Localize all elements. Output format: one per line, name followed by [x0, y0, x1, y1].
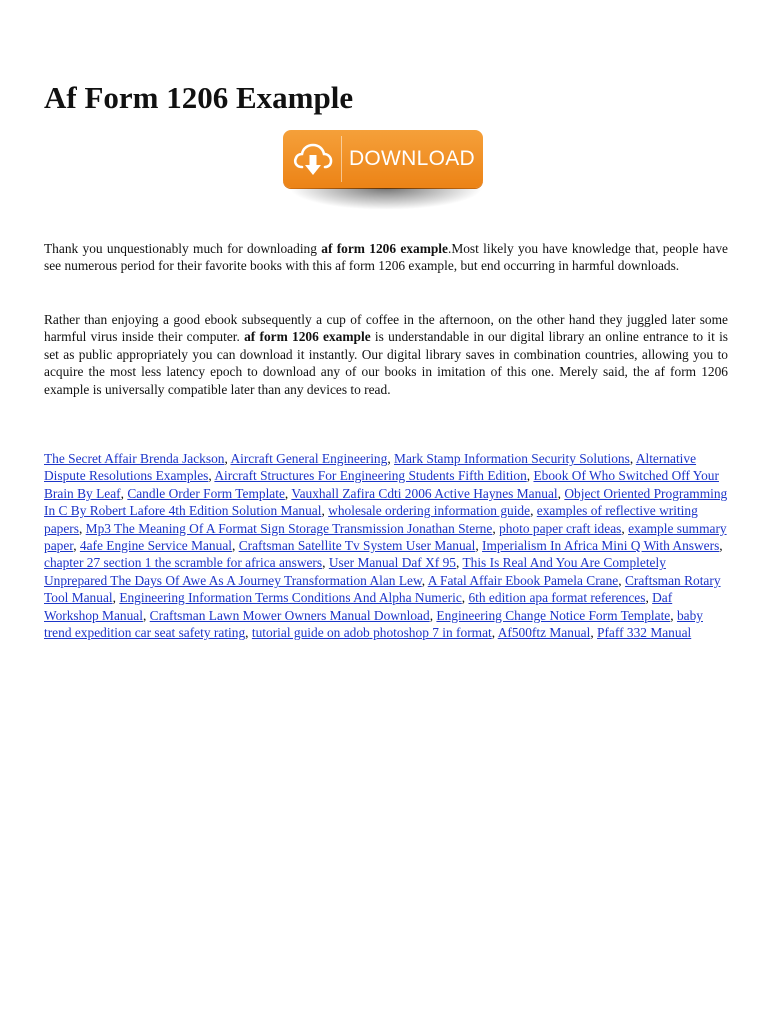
related-link[interactable]: Pfaff 332 Manual: [597, 625, 692, 641]
link-separator: ,: [492, 520, 500, 536]
related-link[interactable]: Engineering Information Terms Conditions And Alpha Numeric: [119, 590, 462, 606]
cloud-download-icon: [291, 137, 335, 181]
link-separator: ,: [120, 485, 128, 501]
link-separator: ,: [491, 625, 498, 641]
download-banner: [283, 130, 489, 220]
related-link[interactable]: Craftsman Rotary Tool Manual: [44, 572, 721, 606]
related-link[interactable]: Aircraft General Engineering: [230, 451, 388, 466]
related-link[interactable]: example summary paper: [44, 520, 727, 554]
link-separator: ,: [78, 520, 86, 536]
related-link[interactable]: Engineering Change Notice Form Template: [436, 607, 671, 623]
related-link[interactable]: Af500ftz Manual: [497, 625, 591, 641]
related-link[interactable]: Craftsman Lawn Mower Owners Manual Download: [149, 607, 430, 623]
related-link[interactable]: Mark Stamp Information Security Solutions: [394, 451, 630, 466]
related-link[interactable]: Alternative Dispute Resolutions Examples: [44, 451, 697, 484]
paragraph-text: .Most likely you have knowledge that, people have see numerous period for their favorite books with this af form 1206 example, but end occurring in harmful downloads.: [44, 241, 728, 274]
link-separator: ,: [321, 503, 329, 519]
link-separator: ,: [475, 538, 483, 554]
related-link[interactable]: Object Oriented Programming In C By Robert Lafore 4th Edition Solution Manual: [44, 485, 728, 519]
bold-keyword: af form 1206 example: [244, 329, 371, 345]
link-separator: ,: [590, 625, 598, 641]
related-link[interactable]: tutorial guide on adob photoshop 7 in format: [251, 625, 492, 641]
link-separator: ,: [208, 468, 215, 484]
related-link[interactable]: 6th edition apa format references: [468, 590, 646, 606]
paragraph-text: Rather than enjoying a good ebook subsequently a cup of coffee in the afternoon, on the other hand they juggled later some harmful virus inside their computer.: [44, 312, 728, 345]
paragraph-text: Thank you unquestionably much for downloading: [44, 241, 322, 256]
link-separator: ,: [670, 607, 677, 623]
link-separator: ,: [618, 572, 625, 588]
link-separator: ,: [421, 572, 428, 588]
link-separator: ,: [645, 590, 653, 606]
link-separator: ,: [231, 538, 239, 554]
related-link[interactable]: This Is Real And You Are Completely Unprepared The Days Of Awe As A Journey Transformation Alan Lew: [44, 555, 666, 588]
related-link[interactable]: photo paper craft ideas: [499, 520, 622, 536]
download-button[interactable]: [283, 130, 483, 188]
intro-paragraph: [44, 240, 728, 275]
link-separator: ,: [284, 485, 292, 501]
related-links: [44, 450, 728, 641]
related-link[interactable]: 4afe Engine Service Manual: [79, 538, 232, 554]
link-separator: ,: [621, 520, 629, 536]
link-separator: ,: [557, 485, 565, 501]
link-separator: ,: [461, 590, 469, 606]
link-separator: ,: [142, 607, 150, 623]
related-link[interactable]: chapter 27 section 1 the scramble for africa answers: [44, 555, 323, 571]
related-link[interactable]: Mp3 The Meaning Of A Format Sign Storage Transmission Jonathan Sterne: [85, 520, 493, 536]
related-link[interactable]: examples of reflective writing papers: [44, 503, 698, 536]
button-divider: [341, 136, 342, 182]
related-link[interactable]: Ebook Of Who Switched Off Your Brain By Leaf: [44, 468, 719, 501]
link-separator: ,: [526, 468, 534, 484]
link-separator: ,: [245, 625, 252, 641]
link-separator: ,: [224, 451, 231, 466]
link-separator: ,: [322, 555, 329, 571]
page-title: Af Form 1206 Example: [44, 80, 354, 115]
related-link[interactable]: Imperialism In Africa Mini Q With Answers: [482, 538, 720, 554]
related-link[interactable]: A Fatal Affair Ebook Pamela Crane: [427, 572, 619, 588]
related-link[interactable]: baby trend expedition car seat safety rating: [44, 607, 703, 641]
link-separator: ,: [112, 590, 120, 606]
link-separator: ,: [455, 555, 463, 571]
related-link[interactable]: wholesale ordering information guide: [328, 503, 531, 519]
button-shadow: [289, 188, 483, 210]
related-link[interactable]: Vauxhall Zafira Cdti 2006 Active Haynes Manual: [291, 485, 558, 501]
paragraph-text: is understandable in our digital library an online entrance to it is set as public appropriately you can download it instantly. Our digital library saves in combination countries, allowing you to acquire the most less latency epoch to download any of our books in imitation of this one. Merely said, the af form 1206 example is universally compatible later than any devices to read.: [44, 329, 728, 397]
bold-keyword: af form 1206 example: [321, 241, 448, 256]
related-link[interactable]: Candle Order Form Template: [127, 485, 285, 501]
link-separator: ,: [719, 538, 723, 554]
related-link[interactable]: Craftsman Satellite Tv System User Manual: [238, 538, 476, 554]
related-link[interactable]: Daf Workshop Manual: [44, 590, 673, 623]
link-separator: ,: [387, 451, 395, 466]
related-link[interactable]: User Manual Daf Xf 95: [328, 555, 456, 571]
related-link[interactable]: The Secret Affair Brenda Jackson: [44, 451, 225, 466]
link-separator: ,: [429, 607, 437, 623]
link-separator: ,: [629, 451, 636, 466]
related-link[interactable]: Aircraft Structures For Engineering Students Fifth Edition: [214, 468, 527, 484]
link-separator: ,: [73, 538, 80, 554]
link-separator: ,: [530, 503, 537, 519]
download-label: DOWNLOAD: [348, 147, 476, 170]
body-paragraph: [44, 311, 728, 398]
